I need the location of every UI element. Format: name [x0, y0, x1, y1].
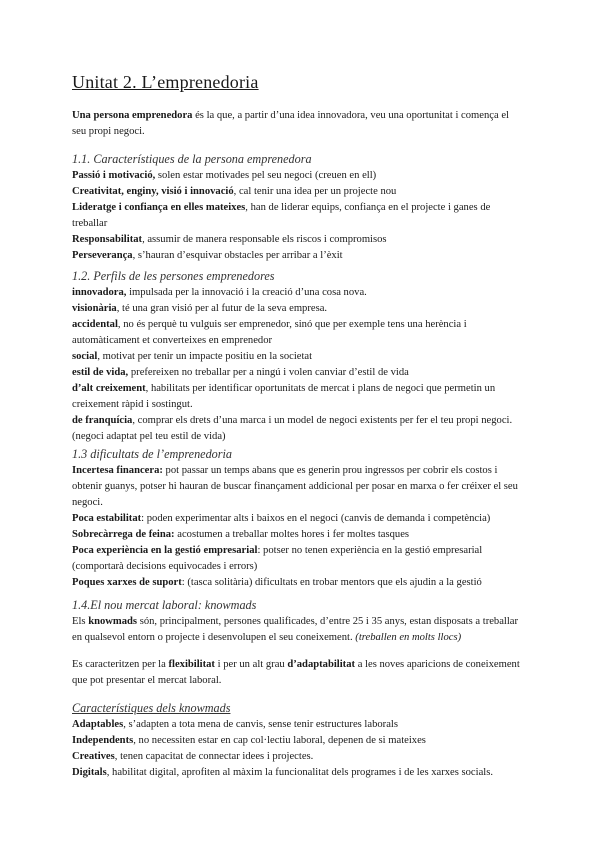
list-item: de franquícia, comprar els drets d’una marca i un model de negoci existents per fer el teu propi negoci. (negoci adaptat pel teu estil de vida) — [72, 415, 513, 442]
section-knowmads — [72, 597, 524, 646]
list-item: Responsabilitat, assumir de manera responsable els riscos i compromisos — [72, 234, 387, 245]
list-item: d’alt creixement, habilitats per identificar oportunitats de mercat i plans de negoci que permetin un creixement ràpid i sostingut. — [72, 383, 496, 410]
list-item: Sobrecàrrega de feina: acostumen a treballar moltes hores i fer moltes tasques — [72, 529, 410, 540]
knowmads-traits-text: Es caracteritzen per la flexibilitat i per un alt grau d’adaptabilitat a les noves aparicions de coneixement que pot presentar el mercat laboral. — [72, 659, 520, 686]
section-profiles — [72, 268, 524, 445]
intro-text: Una persona emprenedora és la que, a partir d’una idea innovadora, veu una oportunitat i comença el seu propi negoci. — [72, 110, 509, 137]
list-item: Perseverança, s’hauran d’esquivar obstacles per arribar a l’èxit — [72, 250, 343, 261]
intro-term: Una persona emprenedora — [72, 110, 193, 121]
section-heading: 1.4.El nou mercat laboral: knowmads — [72, 598, 257, 612]
list-item: Creativitat, enginy, visió i innovació, cal tenir una idea per un projecte nou — [72, 186, 397, 197]
list-item: innovadora, impulsada per la innovació i la creació d’una cosa nova. — [72, 287, 367, 298]
section-difficulties — [72, 446, 524, 591]
list-item: Incertesa financera: pot passar un temps abans que es generin prou ingressos per cobrir els costos i obtenir guanys, potser hi hauran de buscar finançament addicional per posar en marxa o fer créixer el seu negoci. — [72, 465, 518, 508]
section-heading: Característiques dels knowmads — [72, 701, 231, 715]
list-item: estil de vida, prefereixen no treballar per a ningú i volen canviar d’estil de vida — [72, 367, 409, 378]
knowmads-traits-paragraph — [72, 657, 524, 689]
section-heading: 1.2. Perfils de les persones emprenedores — [72, 269, 275, 283]
list-item: Poca estabilitat: poden experimentar alts i baixos en el negoci (canvis de demanda i competència) — [72, 513, 491, 524]
section-heading: 1.3 dificultats de l’emprenedoria — [72, 447, 232, 461]
intro-paragraph — [72, 108, 524, 140]
list-item: Lideratge i confiança en elles mateixes, han de liderar equips, confiança en el projecte i ganes de treballar — [72, 202, 491, 229]
section-heading: 1.1. Característiques de la persona emprenedora — [72, 152, 312, 166]
list-item: visionària, té una gran visió per al futur de la seva empresa. — [72, 303, 328, 314]
list-item: Poca experiència en la gestió empresarial: potser no tenen experiència en la gestió empresarial (comportarà decisions equivocades i errors) — [72, 545, 483, 572]
list-item: Poques xarxes de suport: (tasca solitària) dificultats en trobar mentors que els ajudin a la gestió — [72, 577, 482, 588]
list-item: Creatives, tenen capacitat de connectar idees i projectes. — [72, 751, 314, 762]
page-title: Unitat 2. L’emprenedoria — [72, 72, 259, 92]
list-item: accidental, no és perquè tu vulguis ser emprenedor, sinó que per exemple tens una herència i automàticament et converteixes en emprenedor — [72, 319, 467, 346]
section-characteristics — [72, 151, 524, 264]
list-item: Adaptables, s’adapten a tota mena de canvis, sense tenir estructures laborals — [72, 719, 398, 730]
list-item: Independents, no necessiten estar en cap col·lectiu laboral, depenen de si mateixes — [72, 735, 426, 746]
list-item: social, motivat per tenir un impacte positiu en la societat — [72, 351, 313, 362]
list-item: Passió i motivació, solen estar motivades pel seu negoci (creuen en ell) — [72, 170, 377, 181]
knowmads-paragraph: Els knowmads són, principalment, persones qualificades, d’entre 25 i 35 anys, estan disposats a treballar en qualsevol entorn o projecte i desenvolupen el seu coneixement. (treballen en molts llocs) — [72, 616, 519, 643]
list-item: Digitals, habilitat digital, aprofiten al màxim la funcionalitat dels programes i de les xarxes socials. — [72, 767, 493, 778]
section-knowmads-characteristics — [72, 700, 524, 781]
